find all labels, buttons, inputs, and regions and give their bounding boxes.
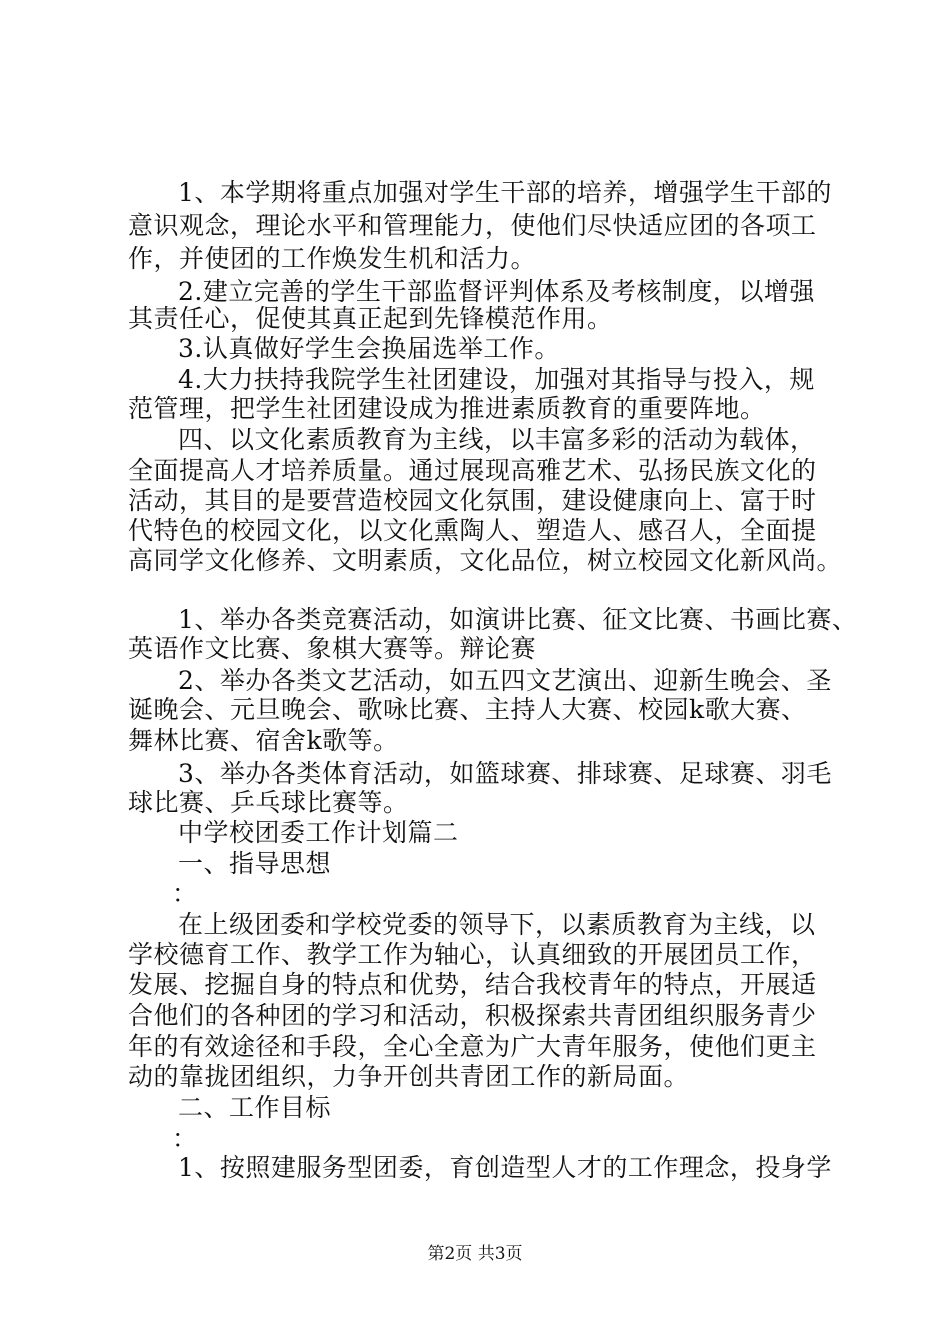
text-line: 四、以文化素质教育为主线，以丰富多彩的活动为载体， <box>178 425 816 454</box>
text-line: 动的靠拢团组织，力争开创共青团工作的新局面。 <box>128 1062 690 1091</box>
text-line: 在上级团委和学校党委的领导下，以素质教育为主线，以 <box>178 910 816 939</box>
text-line: 球比赛、乒乓球比赛等。 <box>128 788 409 817</box>
text-line: 合他们的各种团的学习和活动，积极探索共青团组织服务青少 <box>128 1001 817 1030</box>
text-line: 诞晚会、元旦晚会、歌咏比赛、主持人大赛、校园k歌大赛、 <box>128 695 807 724</box>
text-line: 舞林比赛、宿舍k歌等。 <box>128 726 399 755</box>
text-line: 1、按照建服务型团委，育创造型人才的工作理念，投身学 <box>178 1153 832 1182</box>
text-line: 发展、挖掘自身的特点和优势，结合我校青年的特点，开展适 <box>128 970 817 999</box>
text-line: 其责任心，促使其真正起到先锋模范作用。 <box>128 304 613 333</box>
text-line: 范管理，把学生社团建设成为推进素质教育的重要阵地。 <box>128 394 766 423</box>
text-line: 2.建立完善的学生干部监督评判体系及考核制度，以增强 <box>178 277 815 306</box>
section-heading: 二、工作目标 <box>178 1093 332 1122</box>
text-line: 4.大力扶持我院学生社团建设，加强对其指导与投入，规 <box>178 365 815 394</box>
text-line: 2、举办各类文艺活动，如五四文艺演出、迎新生晚会、圣 <box>178 666 832 695</box>
text-line: 作，并使团的工作焕发生机和活力。 <box>128 244 537 273</box>
text-line: 全面提高人才培养质量。通过展现高雅艺术、弘扬民族文化的 <box>128 456 817 485</box>
page-number-footer: 第2页 共3页 <box>427 1244 523 1264</box>
section-title: 中学校团委工作计划篇二 <box>178 818 459 847</box>
text-line: 1、本学期将重点加强对学生干部的培养，增强学生干部的 <box>178 178 832 207</box>
text-line: 代特色的校园文化，以文化熏陶人、塑造人、感召人，全面提 <box>128 516 817 545</box>
text-line: 1、举办各类竞赛活动，如演讲比赛、征文比赛、书画比赛、 <box>178 605 858 634</box>
section-heading: 一、指导思想 <box>178 849 332 878</box>
text-line: 意识观念，理论水平和管理能力，使他们尽快适应团的各项工 <box>128 211 817 240</box>
text-line: 高同学文化修养、文明素质，文化品位，树立校园文化新风尚。 <box>128 546 843 575</box>
text-line: ： <box>172 879 198 908</box>
text-line: 英语作文比赛、象棋大赛等。辩论赛 <box>128 634 537 663</box>
text-line: ： <box>172 1124 198 1153</box>
text-line: 年的有效途径和手段，全心全意为广大青年服务，使他们更主 <box>128 1032 817 1061</box>
text-line: 学校德育工作、教学工作为轴心，认真细致的开展团员工作， <box>128 940 817 969</box>
text-line: 3、举办各类体育活动，如篮球赛、排球赛、足球赛、羽毛 <box>178 759 832 788</box>
text-line: 活动，其目的是要营造校园文化氛围，建设健康向上、富于时 <box>128 486 817 515</box>
text-line: 3.认真做好学生会换届选举工作。 <box>178 334 560 363</box>
